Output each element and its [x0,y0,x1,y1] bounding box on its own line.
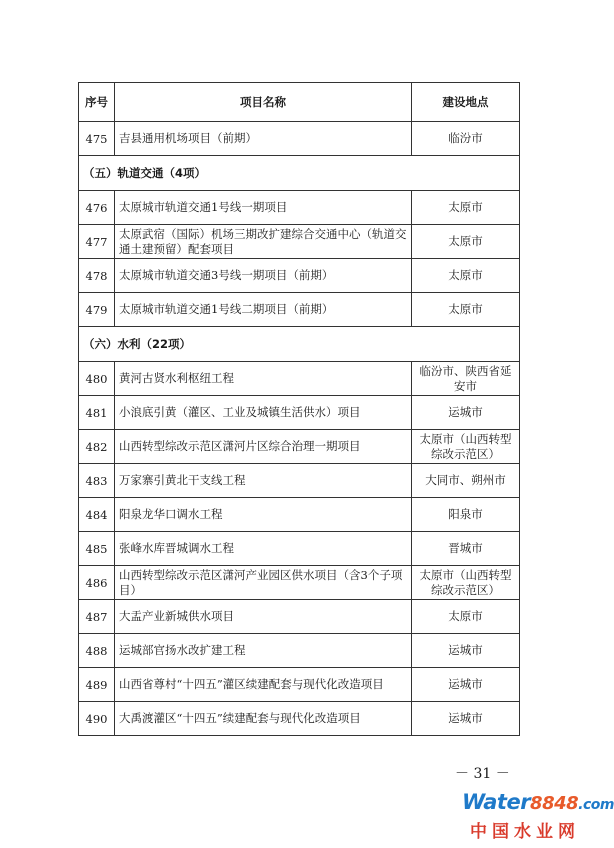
row-number: 476 [79,191,115,225]
watermark-wordmark [462,790,614,814]
project-name: 大盂产业新城供水项目 [115,600,412,634]
table-row [79,191,520,225]
project-location: 太原市（山西转型综改示范区） [412,566,520,600]
project-name: 山西转型综改示范区潇河片区综合治理一期项目 [115,430,412,464]
page-number: － 31 － [455,766,510,782]
row-number: 486 [79,566,115,600]
row-number: 481 [79,396,115,430]
project-location: 临汾市 [412,122,520,156]
project-name: 太原城市轨道交通1号线一期项目 [115,191,412,225]
row-number: 485 [79,532,115,566]
project-location: 运城市 [412,396,520,430]
row-number: 488 [79,634,115,668]
project-name: 山西省尊村“十四五”灌区续建配套与现代化改造项目 [115,668,412,702]
header-no: 序号 [79,83,115,122]
project-name: 阳泉龙华口调水工程 [115,498,412,532]
project-name: 太原城市轨道交通1号线二期项目（前期） [115,293,412,327]
table-row [79,293,520,327]
project-location: 大同市、朔州市 [412,464,520,498]
section-title: （六）水利（22项） [79,327,520,362]
watermark-logo [462,790,614,845]
project-name: 吉县通用机场项目（前期） [115,122,412,156]
project-name: 太原武宿（国际）机场三期改扩建综合交通中心（轨道交通土建预留）配套项目 [115,225,412,259]
table-header-row [79,83,520,122]
project-location: 太原市 [412,293,520,327]
row-number: 482 [79,430,115,464]
table-row [79,566,520,600]
table-row [79,498,520,532]
table-row [79,600,520,634]
table-row [79,122,520,156]
project-name: 山西转型综改示范区潇河产业园区供水项目（含3个子项目） [115,566,412,600]
row-number: 489 [79,668,115,702]
project-location: 太原市 [412,600,520,634]
project-location: 太原市 [412,259,520,293]
project-name: 张峰水库晋城调水工程 [115,532,412,566]
project-location: 晋城市 [412,532,520,566]
project-name: 太原城市轨道交通3号线一期项目（前期） [115,259,412,293]
project-location: 运城市 [412,668,520,702]
project-location: 太原市 [412,191,520,225]
project-name: 黄河古贤水利枢纽工程 [115,362,412,396]
section-title: （五）轨道交通（4项） [79,156,520,191]
wordmark-water: Water [462,790,531,814]
table-row [79,259,520,293]
wordmark-number: 8848 [530,793,579,814]
table-row [79,430,520,464]
project-table [78,82,520,736]
table-row [79,668,520,702]
header-name: 项目名称 [115,83,412,122]
section-row [79,327,520,362]
table-row [79,532,520,566]
project-location: 阳泉市 [412,498,520,532]
row-number: 487 [79,600,115,634]
row-number: 478 [79,259,115,293]
section-row [79,156,520,191]
table-row [79,396,520,430]
row-number: 475 [79,122,115,156]
project-name: 运城部官扬水改扩建工程 [115,634,412,668]
row-number: 477 [79,225,115,259]
project-location: 太原市 [412,225,520,259]
row-number: 490 [79,702,115,736]
table-row [79,362,520,396]
row-number: 479 [79,293,115,327]
table-row [79,702,520,736]
project-name: 万家寨引黄北干支线工程 [115,464,412,498]
project-name: 小浪底引黄（灌区、工业及城镇生活供水）项目 [115,396,412,430]
project-location: 临汾市、陕西省延安市 [412,362,520,396]
project-name: 大禹渡灌区“十四五”续建配套与现代化改造项目 [115,702,412,736]
table-body [79,122,520,736]
project-location: 运城市 [412,702,520,736]
table-row [79,634,520,668]
watermark-chinese: 中国水业网 [470,822,580,842]
table-row [79,464,520,498]
row-number: 484 [79,498,115,532]
project-location: 太原市（山西转型综改示范区） [412,430,520,464]
project-location: 运城市 [412,634,520,668]
row-number: 483 [79,464,115,498]
row-number: 480 [79,362,115,396]
wordmark-domain: .com [578,797,614,813]
table-row [79,225,520,259]
header-location: 建设地点 [412,83,520,122]
